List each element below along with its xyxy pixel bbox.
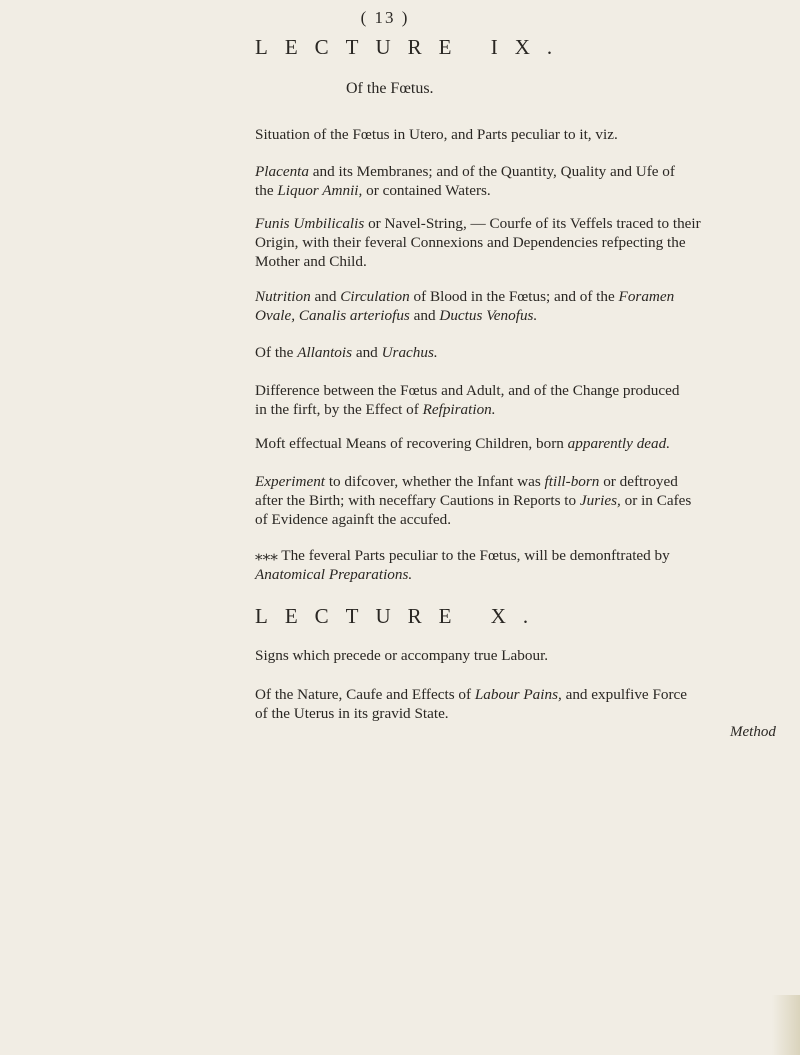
- text-line: Of the Nature, Caufe and Effects of Labour Pains, and expulfive Force: [255, 686, 688, 703]
- italic-term: Juries,: [579, 492, 621, 509]
- italic-term: apparently dead.: [567, 435, 671, 452]
- italic-term: Circulation: [340, 288, 410, 305]
- paragraph-situation: [255, 125, 792, 144]
- italic-term: Nutrition: [255, 288, 311, 305]
- text-line: Placenta and its Membranes; and of the Quantity, Quality and Ufe of: [255, 163, 675, 180]
- paragraph-signs: [255, 646, 792, 665]
- italic-term: Placenta: [255, 163, 309, 180]
- lecture-ix-heading: LECTURE IX.: [255, 35, 570, 59]
- text-line: in the firft, by the Effect of Refpiration.: [255, 401, 496, 418]
- text-line: Difference between the Fœtus and Adult, and of the Change produced: [255, 382, 680, 399]
- text-line: Nutrition and Circulation of Blood in the Fœtus; and of the Foramen: [255, 288, 675, 305]
- italic-term: Ovale,: [255, 307, 296, 324]
- italic-term: Funis Umbilicalis: [255, 215, 365, 232]
- paragraph-note: [255, 546, 792, 584]
- italic-term: Experiment: [255, 473, 326, 490]
- paragraph-nutrition: [255, 287, 792, 325]
- text-line: Mother and Child.: [255, 253, 367, 270]
- text-line: Signs which precede or accompany true Labour.: [255, 647, 549, 664]
- paragraph-funis: [255, 214, 792, 271]
- paragraph-difference: [255, 381, 792, 419]
- lecture-ix-subtitle: Of the Fœtus.: [346, 80, 434, 97]
- italic-term: Ductus Venofus.: [439, 307, 538, 324]
- text-line: of the Uterus in its gravid State.: [255, 705, 449, 722]
- text-line: Ovale, Canalis arteriofus and Ductus Venofus.: [255, 307, 538, 324]
- italic-term: Refpiration.: [422, 401, 496, 418]
- text-line: Moft effectual Means of recovering Children, born apparently dead.: [255, 435, 671, 452]
- paragraph-labour: [255, 685, 792, 723]
- text-line: Situation of the Fœtus in Utero, and Parts peculiar to it, viz.: [255, 126, 618, 143]
- italic-term: ftill-born: [544, 473, 600, 490]
- italic-term: Liquor Amnii,: [277, 182, 363, 199]
- page-edge-stain: [772, 995, 800, 1055]
- text-line: the Liquor Amnii, or contained Waters.: [255, 182, 491, 199]
- lecture-x-heading: LECTURE X.: [255, 604, 546, 628]
- text-line: Experiment to difcover, whether the Infant was ftill-born or deftroyed: [255, 473, 678, 490]
- italic-term: Urachus.: [381, 344, 438, 361]
- text-line: Origin, with their feveral Connexions and Dependencies refpecting the: [255, 234, 686, 251]
- catchword: Method: [730, 724, 776, 740]
- italic-term: Allantois: [297, 344, 353, 361]
- text-line: ⁎⁎⁎ The feveral Parts peculiar to the Fœtus, will be demonftrated by: [255, 547, 670, 564]
- italic-term: Labour Pains,: [474, 686, 562, 703]
- paragraph-experiment: [255, 472, 792, 529]
- text-line: Of the Allantois and Urachus.: [255, 344, 438, 361]
- paragraph-allantois: [255, 343, 792, 362]
- text-line: of Evidence againft the accufed.: [255, 511, 452, 528]
- italic-term: Foramen: [618, 288, 675, 305]
- italic-term: Anatomical Preparations.: [255, 566, 413, 583]
- italic-term: Canalis arteriofus: [298, 307, 410, 324]
- paragraph-recovering: [255, 434, 792, 453]
- text-line: Funis Umbilicalis or Navel-String, — Courfe of its Veffels traced to their: [255, 215, 701, 232]
- paragraph-placenta: [255, 162, 792, 200]
- text-line: after the Birth; with neceffary Cautions in Reports to Juries, or in Cafes: [255, 492, 692, 509]
- page-number: ( 13 ): [360, 8, 410, 27]
- text-line: [255, 565, 792, 584]
